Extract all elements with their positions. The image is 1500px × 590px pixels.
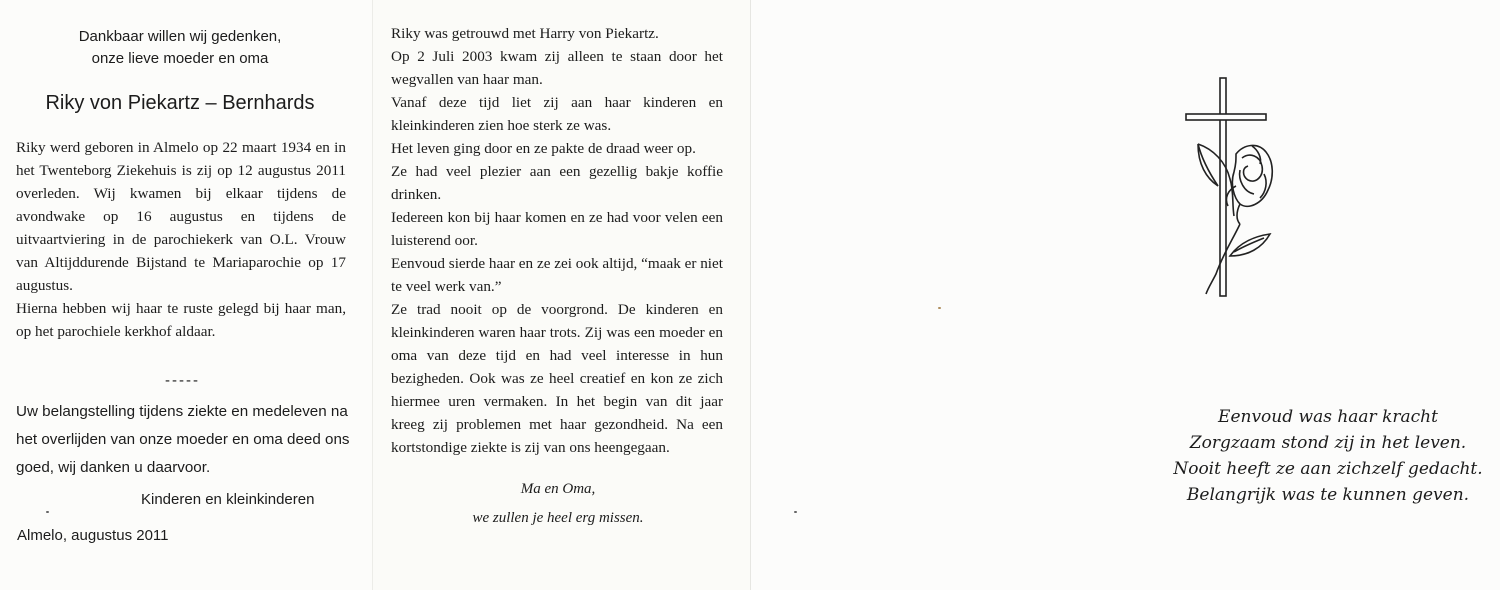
poem-line-1: Eenvoud was haar kracht xyxy=(1218,407,1438,427)
poem-line-4: Belangrijk was te kunnen geven. xyxy=(1186,485,1470,505)
poem-line-2: Zorgzaam stond zij in het leven. xyxy=(1189,433,1467,453)
story-paragraph-1: Riky was getrouwd met Harry von Piekartz. xyxy=(391,25,659,42)
intro-line-1: Dankbaar willen wij gedenken, xyxy=(78,28,282,45)
paper-speck xyxy=(46,511,49,513)
closing-line-2: we zullen je heel erg missen. xyxy=(472,510,644,526)
middle-card-panel xyxy=(372,0,750,590)
story-paragraph-8: Ze trad nooit op de voorgrond. De kinderen en kleinkinderen waren haar trots. Zij was een moeder en oma van deze tijd en had veel interesse in hun bezigheden. Ook was ze heel creatief en kon ze zich hiermee uren vermaken. In het begin van dit jaar kreeg zij problemen met haar gezondheid. Na een kortstondige ziekte is zij van ons heengegaan. xyxy=(391,301,723,456)
paper-speck xyxy=(938,307,941,309)
story-paragraph-6: Iedereen kon bij haar komen en ze had voor velen een luisterend oor. xyxy=(391,209,723,249)
thanks-text: Uw belangstelling tijdens ziekte en medeleven na het overlijden van onze moeder en oma deed ons goed, wij danken u daarvoor. xyxy=(16,403,350,476)
story-paragraph-7: Eenvoud sierde haar en ze zei ook altijd, “maak er niet te veel werk van.” xyxy=(391,255,723,295)
signature-line: Kinderen en kleinkinderen xyxy=(141,491,315,508)
story-paragraph-3: Vanaf deze tijd liet zij aan haar kinderen en kleinkinderen zien hoe sterk ze was. xyxy=(391,94,723,134)
intro-line-2: onze lieve moeder en oma xyxy=(91,50,269,67)
section-separator: ----- xyxy=(165,372,200,389)
biography-paragraph-2: Hierna hebben wij haar te ruste gelegd bij haar man, op het parochiele kerkhof aldaar. xyxy=(16,300,346,340)
story-paragraph-5: Ze had veel plezier aan een gezellig bakje koffie drinken. xyxy=(391,163,723,203)
paper-speck xyxy=(794,511,797,513)
story-paragraph-2: Op 2 Juli 2003 kwam zij alleen te staan door het wegvallen van haar man. xyxy=(391,48,723,88)
place-date: Almelo, augustus 2011 xyxy=(17,527,169,544)
biography-text xyxy=(16,136,346,343)
deceased-name-heading: Riky von Piekartz – Bernhards xyxy=(45,92,315,114)
biography-paragraph-1: Riky werd geboren in Almelo op 22 maart 1934 en in het Twenteborg Ziekehuis is zij op 12 augustus 2011 overleden. Wij kwamen bij elkaar tijdens de avondwake op 16 augustus en tijdens de uitvaartviering in de parochiekerk van O.L. Vrouw van Altijddurende Bijstand te Mariaparochie op 17 augustus. xyxy=(16,139,346,294)
cross-with-rose-icon xyxy=(1178,74,1278,300)
poem-line-3: Nooit heeft ze aan zichzelf gedacht. xyxy=(1173,459,1483,479)
left-card-panel xyxy=(0,0,372,590)
closing-line-1: Ma en Oma, xyxy=(520,481,596,497)
life-story-text xyxy=(391,22,723,459)
story-paragraph-4: Het leven ging door en ze pakte de draad weer op. xyxy=(391,140,696,157)
